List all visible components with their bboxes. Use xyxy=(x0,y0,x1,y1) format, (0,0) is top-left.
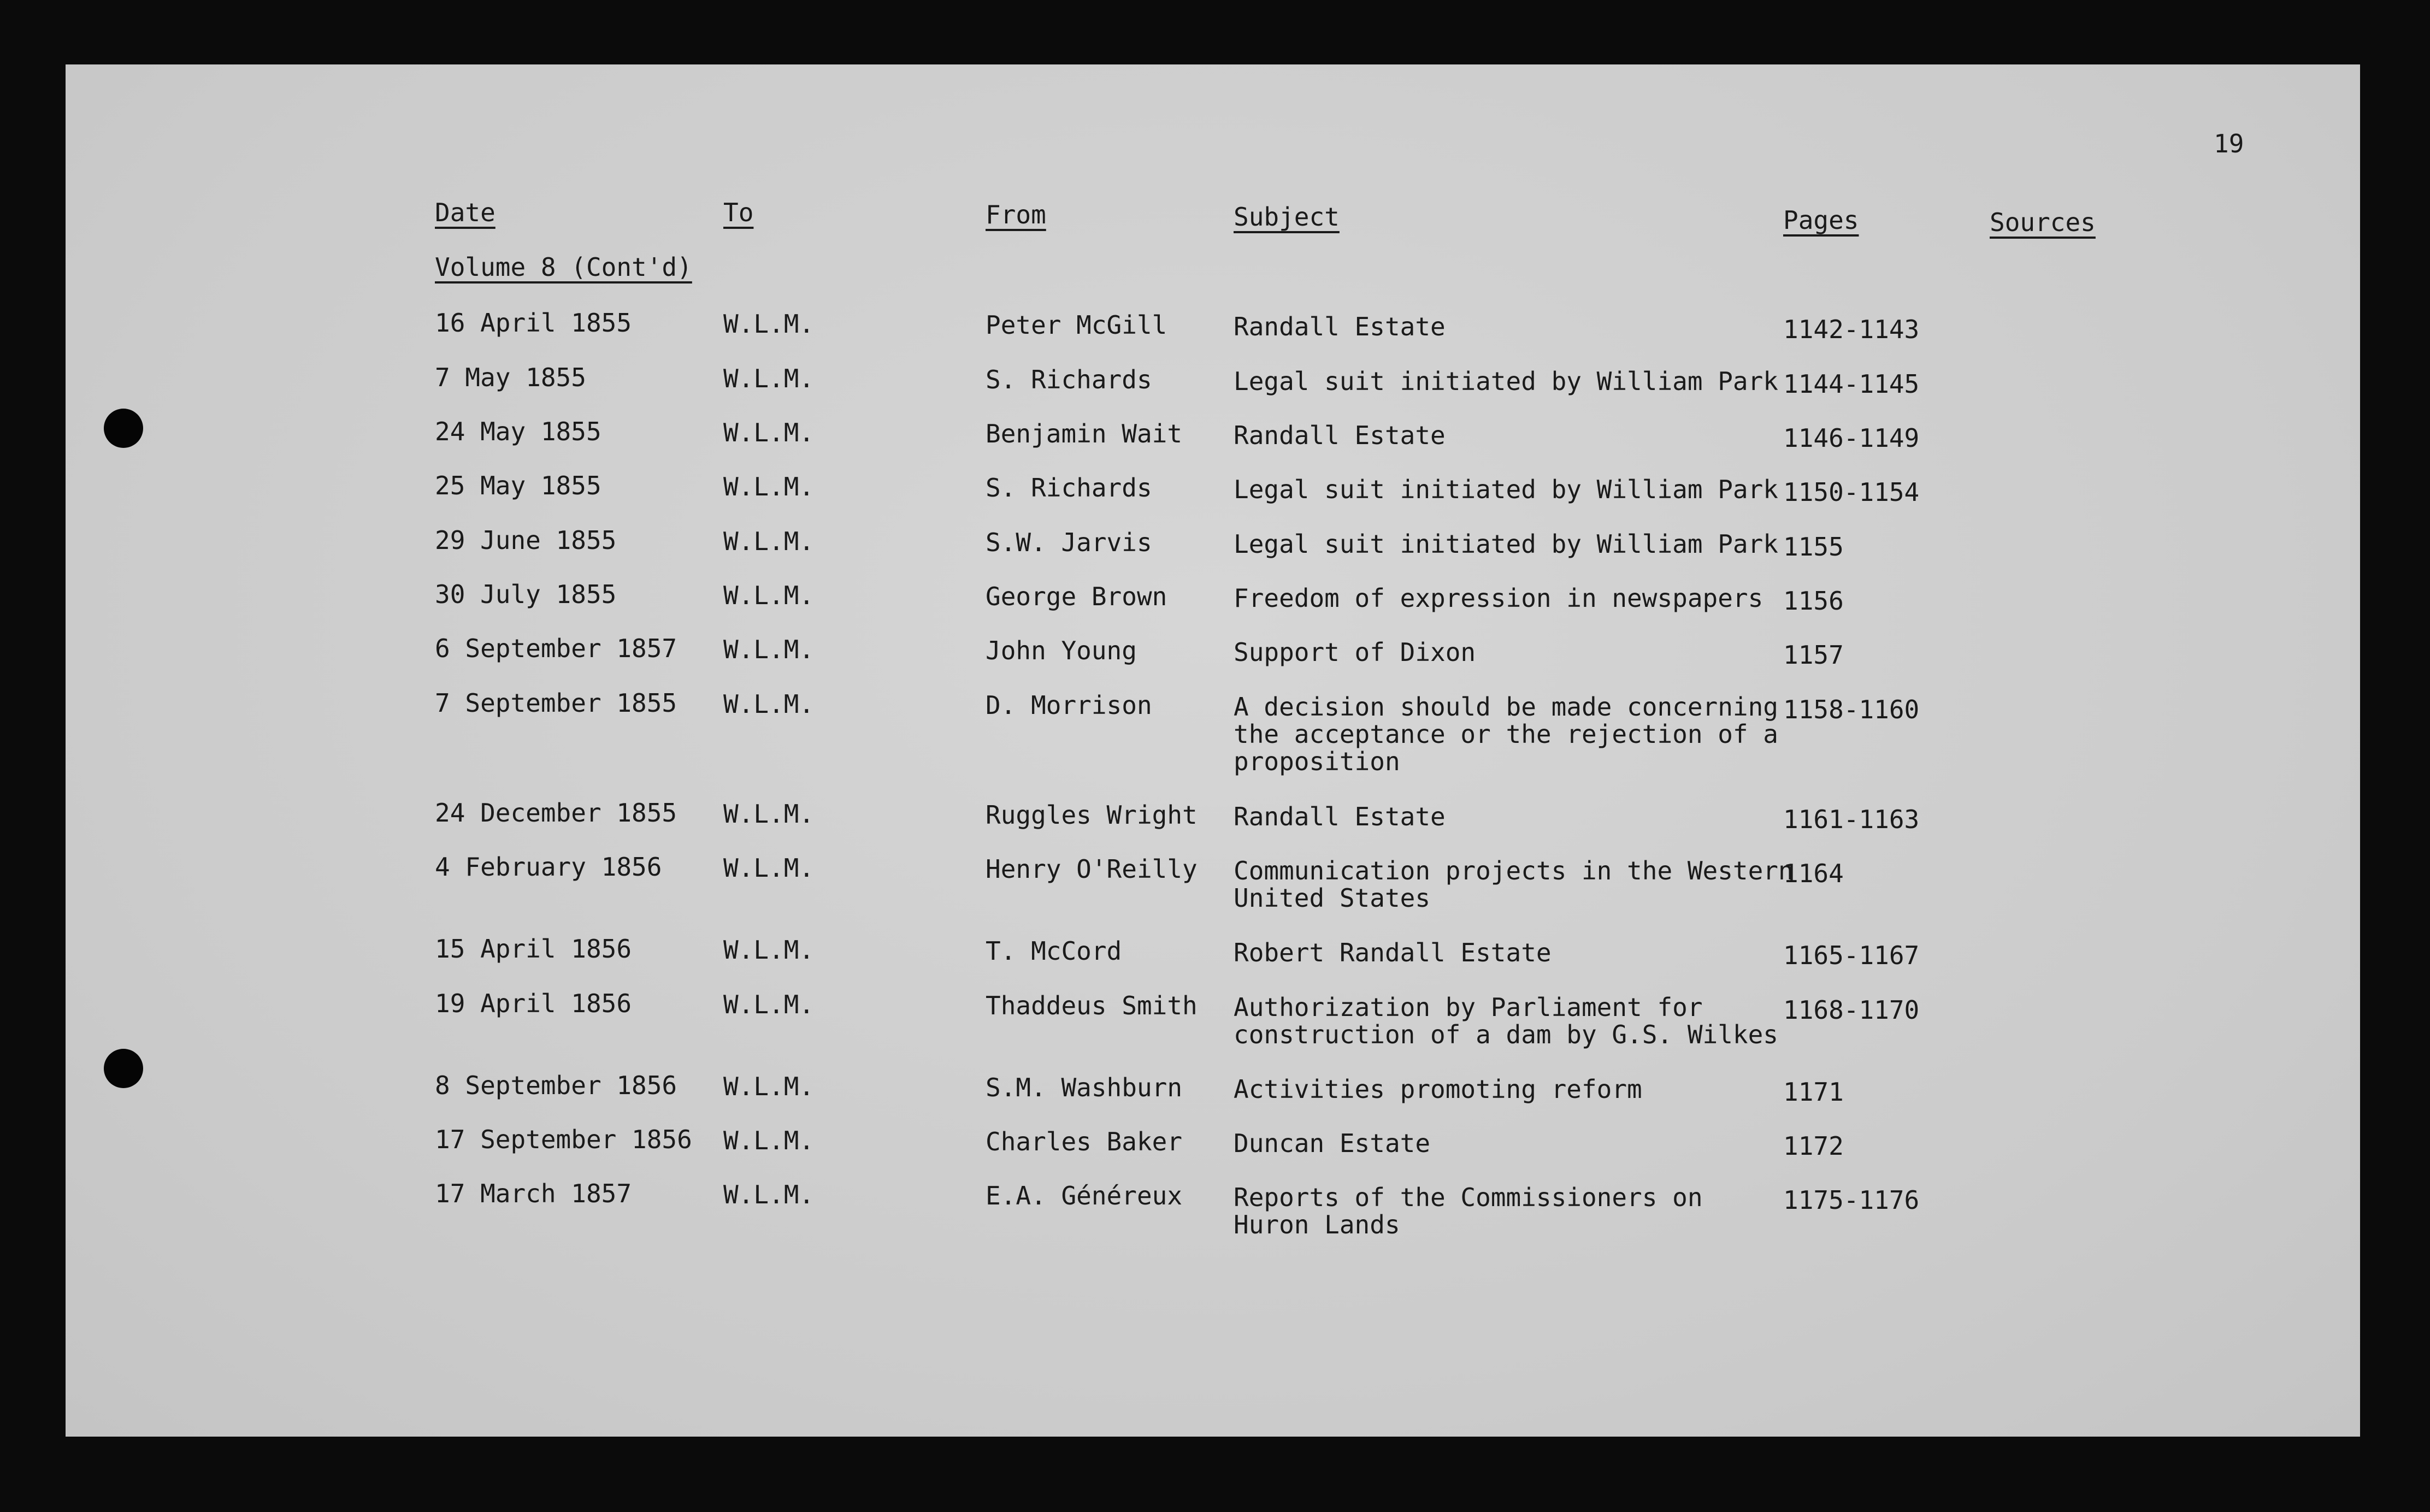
row-date: 24 December 1855 xyxy=(435,798,677,828)
row-to: W.L.M. xyxy=(723,309,815,339)
row-pages: 1155 xyxy=(1783,532,1844,562)
row-from: S.M. Washburn xyxy=(986,1073,1183,1102)
row-to: W.L.M. xyxy=(723,418,815,447)
row-subject: Communication projects in the Western United States xyxy=(1234,856,1794,913)
section-title: Volume 8 (Cont'd) xyxy=(435,252,692,282)
row-date: 24 May 1855 xyxy=(435,417,601,446)
row-from: Benjamin Wait xyxy=(986,419,1183,448)
row-from: S. Richards xyxy=(986,365,1152,394)
row-pages: 1157 xyxy=(1783,640,1844,670)
row-from: George Brown xyxy=(986,582,1167,611)
header-to: To xyxy=(723,198,754,227)
row-date: 17 March 1857 xyxy=(435,1179,632,1208)
row-date: 4 February 1856 xyxy=(435,852,662,882)
page-number: 19 xyxy=(2214,129,2244,158)
row-date: 8 September 1856 xyxy=(435,1071,677,1100)
row-from: T. McCord xyxy=(986,936,1122,966)
row-to: W.L.M. xyxy=(723,799,815,829)
row-pages: 1171 xyxy=(1783,1077,1844,1107)
row-to: W.L.M. xyxy=(723,689,815,719)
row-from: Ruggles Wright xyxy=(986,800,1198,830)
punch-hole-top xyxy=(104,409,143,448)
row-subject: Robert Randall Estate xyxy=(1234,938,1552,967)
row-pages: 1164 xyxy=(1783,859,1844,888)
row-from: D. Morrison xyxy=(986,690,1152,720)
row-date: 19 April 1856 xyxy=(435,989,632,1018)
row-from: E.A. Généreux xyxy=(986,1181,1183,1210)
row-subject: Reports of the Commissioners on Huron Lands xyxy=(1234,1183,1703,1239)
header-subject: Subject xyxy=(1234,202,1340,232)
row-to: W.L.M. xyxy=(723,364,815,393)
row-to: W.L.M. xyxy=(723,853,815,883)
row-to: W.L.M. xyxy=(723,990,815,1019)
row-subject: Freedom of expression in newspapers xyxy=(1234,583,1763,613)
row-from: S.W. Jarvis xyxy=(986,528,1152,557)
row-to: W.L.M. xyxy=(723,1126,815,1155)
row-pages: 1144-1145 xyxy=(1783,369,1920,399)
row-pages: 1142-1143 xyxy=(1783,315,1920,344)
row-date: 25 May 1855 xyxy=(435,471,601,500)
row-subject: Duncan Estate xyxy=(1234,1129,1431,1158)
row-to: W.L.M. xyxy=(723,527,815,556)
row-to: W.L.M. xyxy=(723,472,815,501)
row-to: W.L.M. xyxy=(723,1180,815,1209)
row-date: 16 April 1855 xyxy=(435,308,632,338)
row-from: S. Richards xyxy=(986,473,1152,503)
header-pages: Pages xyxy=(1783,205,1859,235)
row-date: 6 September 1857 xyxy=(435,634,677,663)
header-sources: Sources xyxy=(1990,208,2096,237)
row-date: 7 May 1855 xyxy=(435,363,586,392)
row-pages: 1156 xyxy=(1783,586,1844,616)
row-to: W.L.M. xyxy=(723,935,815,965)
row-date: 15 April 1856 xyxy=(435,934,632,964)
row-date: 17 September 1856 xyxy=(435,1125,692,1154)
row-subject: Support of Dixon xyxy=(1234,637,1476,667)
punch-hole-bottom xyxy=(104,1049,143,1088)
row-pages: 1172 xyxy=(1783,1131,1844,1161)
row-subject: Randall Estate xyxy=(1234,312,1446,341)
row-to: W.L.M. xyxy=(723,1072,815,1101)
row-subject: Randall Estate xyxy=(1234,802,1446,831)
row-date: 30 July 1855 xyxy=(435,580,617,609)
row-date: 7 September 1855 xyxy=(435,688,677,718)
row-from: John Young xyxy=(986,636,1137,665)
row-from: Thaddeus Smith xyxy=(986,991,1198,1020)
row-from: Peter McGill xyxy=(986,310,1167,340)
row-pages: 1168-1170 xyxy=(1783,995,1920,1025)
row-subject: Activities promoting reform xyxy=(1234,1074,1642,1104)
row-subject: Randall Estate xyxy=(1234,421,1446,450)
row-subject: Legal suit initiated by William Park xyxy=(1234,475,1778,504)
row-pages: 1150-1154 xyxy=(1783,477,1920,507)
row-subject: A decision should be made concerning the acceptance or the rejection of a proposition xyxy=(1234,692,1778,776)
document-page xyxy=(66,64,2360,1437)
row-from: Charles Baker xyxy=(986,1127,1183,1156)
row-subject: Legal suit initiated by William Park xyxy=(1234,529,1778,559)
row-to: W.L.M. xyxy=(723,635,815,664)
row-pages: 1146-1149 xyxy=(1783,423,1920,453)
row-to: W.L.M. xyxy=(723,581,815,610)
header-from: From xyxy=(986,200,1046,229)
row-pages: 1161-1163 xyxy=(1783,805,1920,834)
header-date: Date xyxy=(435,198,496,227)
row-subject: Legal suit initiated by William Park xyxy=(1234,367,1778,396)
row-from: Henry O'Reilly xyxy=(986,854,1198,884)
row-pages: 1175-1176 xyxy=(1783,1185,1920,1215)
row-subject: Authorization by Parliament for construction of a dam by G.S. Wilkes xyxy=(1234,993,1778,1049)
row-date: 29 June 1855 xyxy=(435,525,617,555)
row-pages: 1165-1167 xyxy=(1783,941,1920,970)
row-pages: 1158-1160 xyxy=(1783,695,1920,724)
